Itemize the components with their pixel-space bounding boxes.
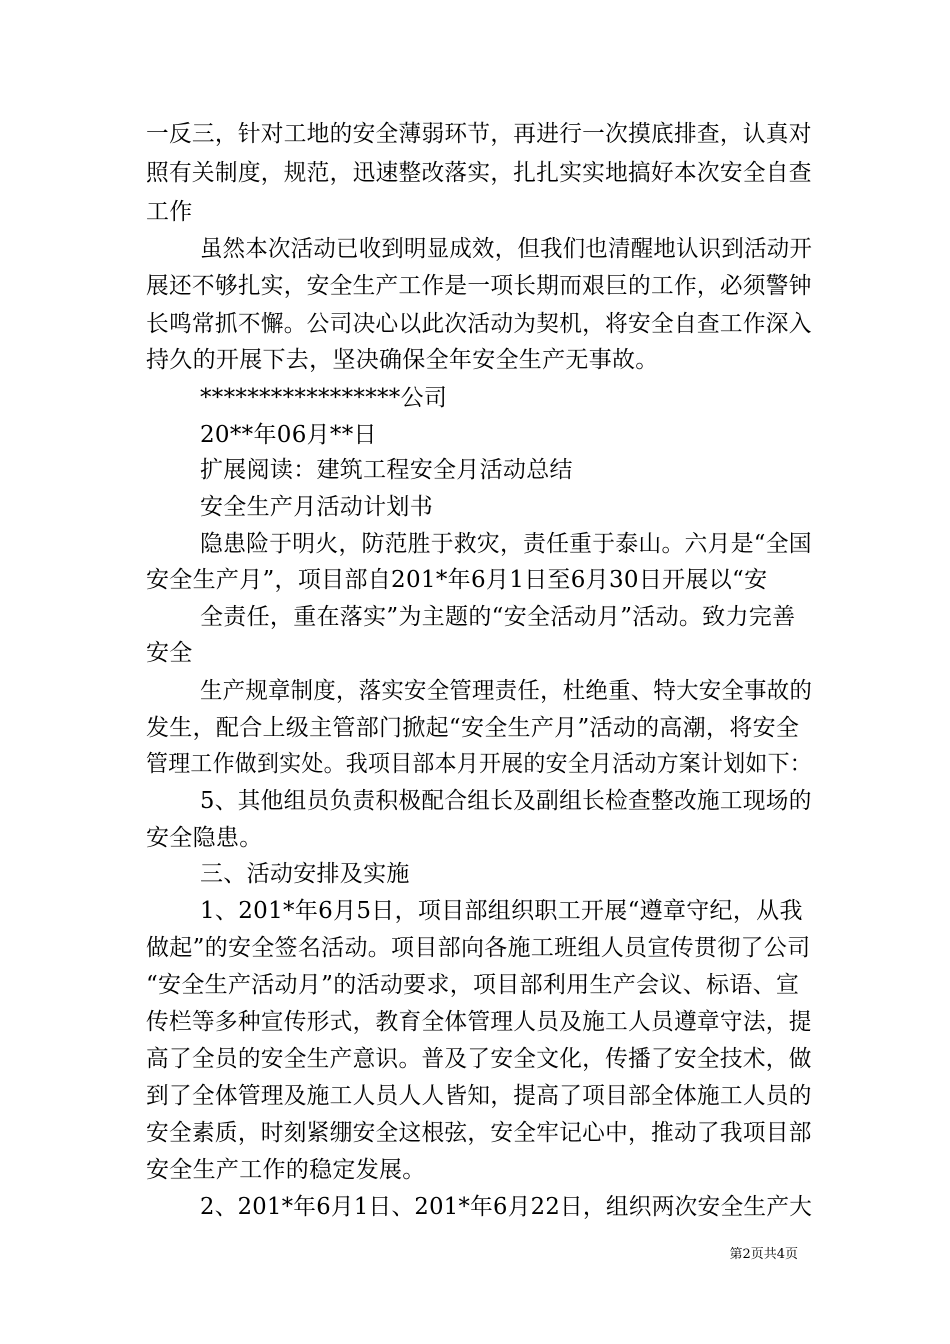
text-line: 全责任，重在落实”为主题的“安全活动月”活动。致力完善 bbox=[200, 604, 796, 630]
text-line: 5、其他组员负责积极配合组长及副组长检查整改施工现场的 bbox=[200, 788, 812, 814]
text-line: 管理工作做到实处。我项目部本月开展的安全月活动方案计划如下： bbox=[146, 751, 813, 777]
text-line: 安全素质，时刻紧绷安全这根弦，安全牢记心中，推动了我项目部 bbox=[146, 1120, 812, 1146]
text-line: 2、201*年6月1日、201*年6月22日，组织两次安全生产大 bbox=[200, 1194, 813, 1220]
text-line: 持久的开展下去，坚决确保全年安全生产无事故。 bbox=[146, 347, 659, 373]
section-title: 安全生产月活动计划书 bbox=[200, 494, 433, 520]
text-line: 发生，配合上级主管部门掀起“安全生产月”活动的高潮，将安全 bbox=[146, 715, 800, 741]
page-number: 第2页共4页 bbox=[729, 1247, 798, 1262]
extended-reading-line: 扩展阅读：建筑工程安全月活动总结 bbox=[200, 457, 573, 483]
text-line: 虽然本次活动已收到明显成效，但我们也清醒地认识到活动开 bbox=[200, 236, 813, 262]
text-line: 1、201*年6月5日，项目部组织职工开展“遵章守纪，从我 bbox=[200, 898, 803, 924]
company-line: *****************公司 bbox=[200, 385, 448, 411]
text-line: 传栏等多种宣传形式，教育全体管理人员及施工人员遵章守法，提 bbox=[146, 1009, 812, 1035]
text-line: “安全生产活动月”的活动要求，项目部利用生产会议、标语、宣 bbox=[146, 972, 800, 998]
text-line: 生产规章制度，落实安全管理责任，杜绝重、特大安全事故的 bbox=[200, 678, 813, 704]
text-line: 安全生产月”，项目部自201*年6月1日至6月30日开展以“安 bbox=[146, 567, 768, 593]
text-line: 照有关制度，规范，迅速整改落实，扎扎实实地搞好本次安全自查 bbox=[146, 160, 812, 186]
section-heading: 三、活动安排及实施 bbox=[200, 861, 410, 887]
text-line: 长鸣常抓不懈。公司决心以此次活动为契机，将安全自查工作深入 bbox=[146, 311, 812, 337]
text-line: 安全 bbox=[146, 640, 193, 666]
text-line: 工作 bbox=[146, 199, 193, 225]
date-line: 20**年06月**日 bbox=[200, 422, 377, 448]
text-line: 安全生产工作的稳定发展。 bbox=[146, 1157, 426, 1183]
text-line: 一反三，针对工地的安全薄弱环节，再进行一次摸底排查，认真对 bbox=[146, 121, 812, 147]
text-line: 展还不够扎实，安全生产工作是一项长期而艰巨的工作，必须警钟 bbox=[146, 273, 812, 299]
text-line: 高了全员的安全生产意识。普及了安全文化，传播了安全技术，做 bbox=[146, 1046, 812, 1072]
text-line: 到了全体管理及施工人员人人皆知，提高了项目部全体施工人员的 bbox=[146, 1083, 812, 1109]
text-line: 隐患险于明火，防范胜于救灾，责任重于泰山。六月是“全国 bbox=[200, 531, 812, 557]
text-line: 安全隐患。 bbox=[146, 825, 263, 851]
text-line: 做起”的安全签名活动。项目部向各施工班组人员宣传贯彻了公司 bbox=[146, 935, 811, 961]
